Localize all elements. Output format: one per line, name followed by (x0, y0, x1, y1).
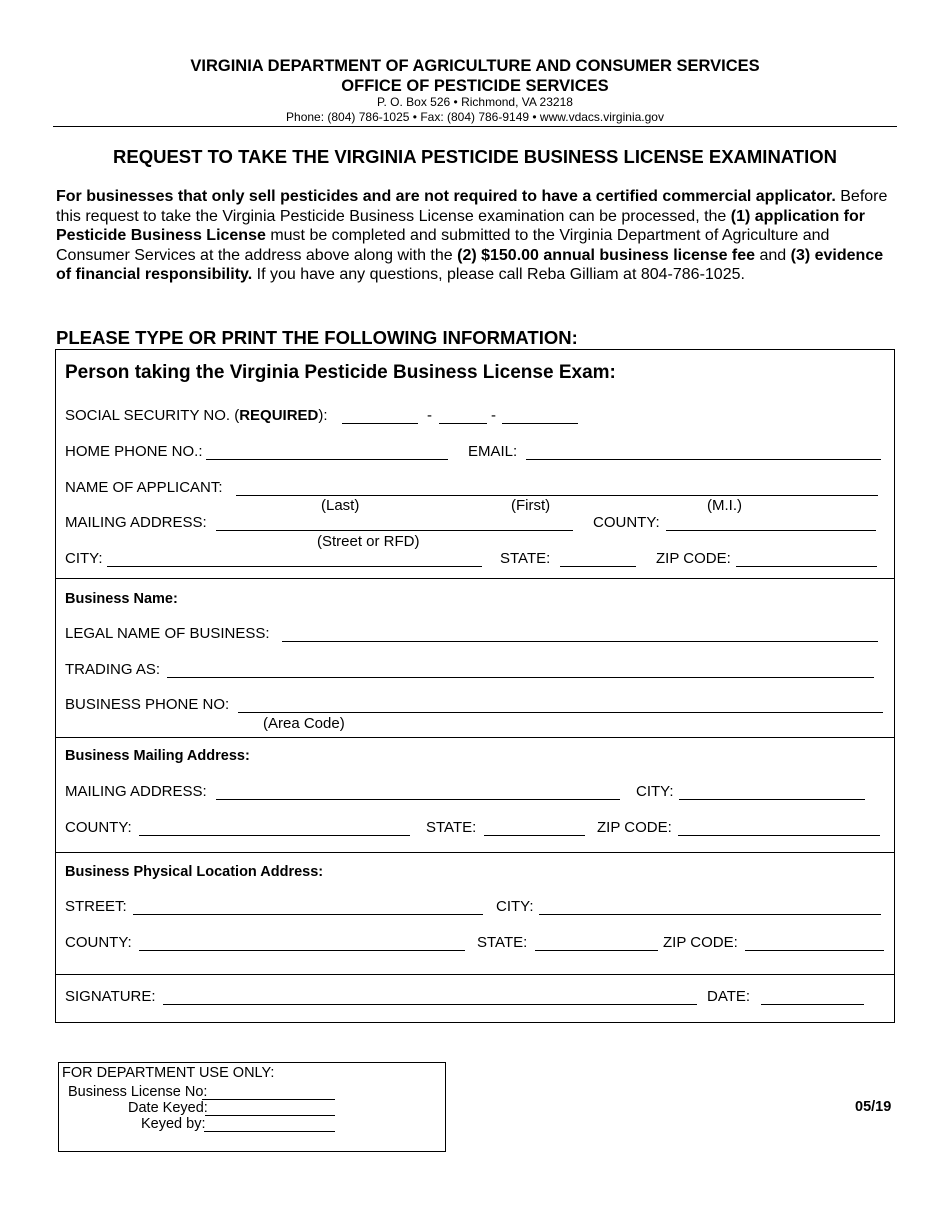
ssn-dash-1: - (427, 407, 432, 424)
legal-name-field[interactable] (282, 641, 878, 642)
zip-field[interactable] (736, 566, 877, 567)
applicant-name-field[interactable] (236, 495, 878, 496)
dept-name: VIRGINIA DEPARTMENT OF AGRICULTURE AND CONSUMER SERVICES (190, 57, 760, 75)
physical-county-label: COUNTY: (65, 934, 132, 951)
section-divider-1 (55, 578, 895, 579)
office-address: P. O. Box 526 • Richmond, VA 23218 (377, 95, 573, 109)
business-mailing-address-field[interactable] (216, 799, 620, 800)
home-phone-label: HOME PHONE NO.: (65, 443, 203, 460)
business-phone-label: BUSINESS PHONE NO: (65, 696, 230, 713)
business-name-section-title: Business Name: (65, 591, 178, 607)
city-field[interactable] (107, 566, 482, 567)
first-name-caption: (First) (511, 497, 551, 514)
state-field[interactable] (560, 566, 636, 567)
business-mailing-city-field[interactable] (679, 799, 865, 800)
revision-date: 05/19 (855, 1099, 892, 1115)
business-phone-field[interactable] (238, 712, 883, 713)
keyed-by-label: Keyed by: (141, 1116, 206, 1132)
legal-name-label: LEGAL NAME OF BUSINESS: (65, 625, 270, 642)
signature-label: SIGNATURE: (65, 988, 156, 1005)
area-code-caption: (Area Code) (263, 715, 345, 732)
business-mailing-zip-field[interactable] (678, 835, 880, 836)
please-print-heading: PLEASE TYPE OR PRINT THE FOLLOWING INFORMATION: (56, 327, 578, 348)
license-no-field[interactable] (202, 1099, 335, 1100)
intro-text-2: must be completed and submitted to the Virginia Department of Agriculture and Consumer Services at the address above along with the (56, 227, 830, 264)
trading-as-label: TRADING AS: (65, 661, 161, 678)
business-mailing-address-label: MAILING ADDRESS: (65, 783, 207, 800)
county-label: COUNTY: (593, 514, 660, 531)
physical-county-field[interactable] (139, 950, 465, 951)
zip-label: ZIP CODE: (656, 550, 731, 567)
physical-zip-label: ZIP CODE: (663, 934, 738, 951)
applicant-name-label: NAME OF APPLICANT: (65, 479, 223, 496)
ssn-dash-2: - (491, 407, 496, 424)
county-field[interactable] (666, 530, 876, 531)
intro-text-1: Before this request to take the Virginia Pesticide Business License examination can be processed, the (56, 188, 888, 225)
department-use-title: FOR DEPARTMENT USE ONLY: (62, 1065, 275, 1081)
ssn-field-2[interactable] (439, 423, 487, 424)
middle-initial-caption: (M.I.) (707, 497, 742, 514)
date-field[interactable] (761, 1004, 864, 1005)
business-mailing-zip-label: ZIP CODE: (597, 819, 672, 836)
trading-as-field[interactable] (167, 677, 874, 678)
intro-bold-1: (1) application for Pesticide Business License (56, 207, 865, 244)
section-divider-4 (55, 974, 895, 975)
business-mailing-county-label: COUNTY: (65, 819, 132, 836)
ssn-label-pre: SOCIAL SECURITY NO. ( (65, 407, 240, 424)
ssn-label-post: ): (318, 407, 328, 424)
intro-text-3: and (755, 246, 791, 264)
physical-street-label: STREET: (65, 898, 127, 915)
city-label: CITY: (65, 550, 103, 567)
ssn-required: REQUIRED (239, 407, 319, 424)
section-divider-2 (55, 737, 895, 738)
physical-state-field[interactable] (535, 950, 658, 951)
intro-lead: For businesses that only sell pesticides and are not required to have a certified commercial applicator. (56, 188, 836, 205)
mailing-address-field[interactable] (216, 530, 573, 531)
email-label: EMAIL: (468, 443, 518, 460)
office-name: OFFICE OF PESTICIDE SERVICES (341, 77, 609, 95)
physical-city-label: CITY: (496, 898, 534, 915)
physical-city-field[interactable] (539, 914, 881, 915)
intro-bold-2: (2) $150.00 annual business license fee (457, 246, 756, 264)
business-mailing-state-label: STATE: (426, 819, 477, 836)
ssn-label (65, 407, 328, 424)
ssn-field-3[interactable] (502, 423, 578, 424)
section-divider-3 (55, 852, 895, 853)
license-no-label: Business License No: (68, 1084, 208, 1100)
date-keyed-label: Date Keyed: (128, 1100, 208, 1116)
header-rule (53, 126, 897, 127)
mailing-address-label: MAILING ADDRESS: (65, 514, 207, 531)
intro-paragraph (56, 187, 896, 285)
last-name-caption: (Last) (321, 497, 360, 514)
ssn-field-1[interactable] (342, 423, 418, 424)
physical-state-label: STATE: (477, 934, 528, 951)
office-contact: Phone: (804) 786-1025 • Fax: (804) 786-9149 • www.vdacs.virginia.gov (286, 110, 664, 124)
person-section-title: Person taking the Virginia Pesticide Business License Exam: (65, 362, 616, 383)
business-mailing-section-title: Business Mailing Address: (65, 748, 250, 764)
business-mailing-county-field[interactable] (139, 835, 410, 836)
home-phone-field[interactable] (206, 459, 448, 460)
business-mailing-state-field[interactable] (484, 835, 585, 836)
date-keyed-field[interactable] (205, 1115, 335, 1116)
physical-street-field[interactable] (133, 914, 483, 915)
intro-bold-3: (3) evidence of financial responsibility. (56, 246, 884, 283)
physical-zip-field[interactable] (745, 950, 884, 951)
intro-text-4: If you have any questions, please call Reba Gilliam at 804-786-1025. (252, 266, 745, 283)
form-title: REQUEST TO TAKE THE VIRGINIA PESTICIDE BUSINESS LICENSE EXAMINATION (113, 146, 837, 167)
business-mailing-city-label: CITY: (636, 783, 674, 800)
date-label: DATE: (707, 988, 751, 1005)
keyed-by-field[interactable] (204, 1131, 335, 1132)
signature-field[interactable] (163, 1004, 697, 1005)
business-physical-section-title: Business Physical Location Address: (65, 864, 324, 880)
state-label: STATE: (500, 550, 551, 567)
email-field[interactable] (526, 459, 881, 460)
street-rfd-caption: (Street or RFD) (317, 533, 420, 550)
